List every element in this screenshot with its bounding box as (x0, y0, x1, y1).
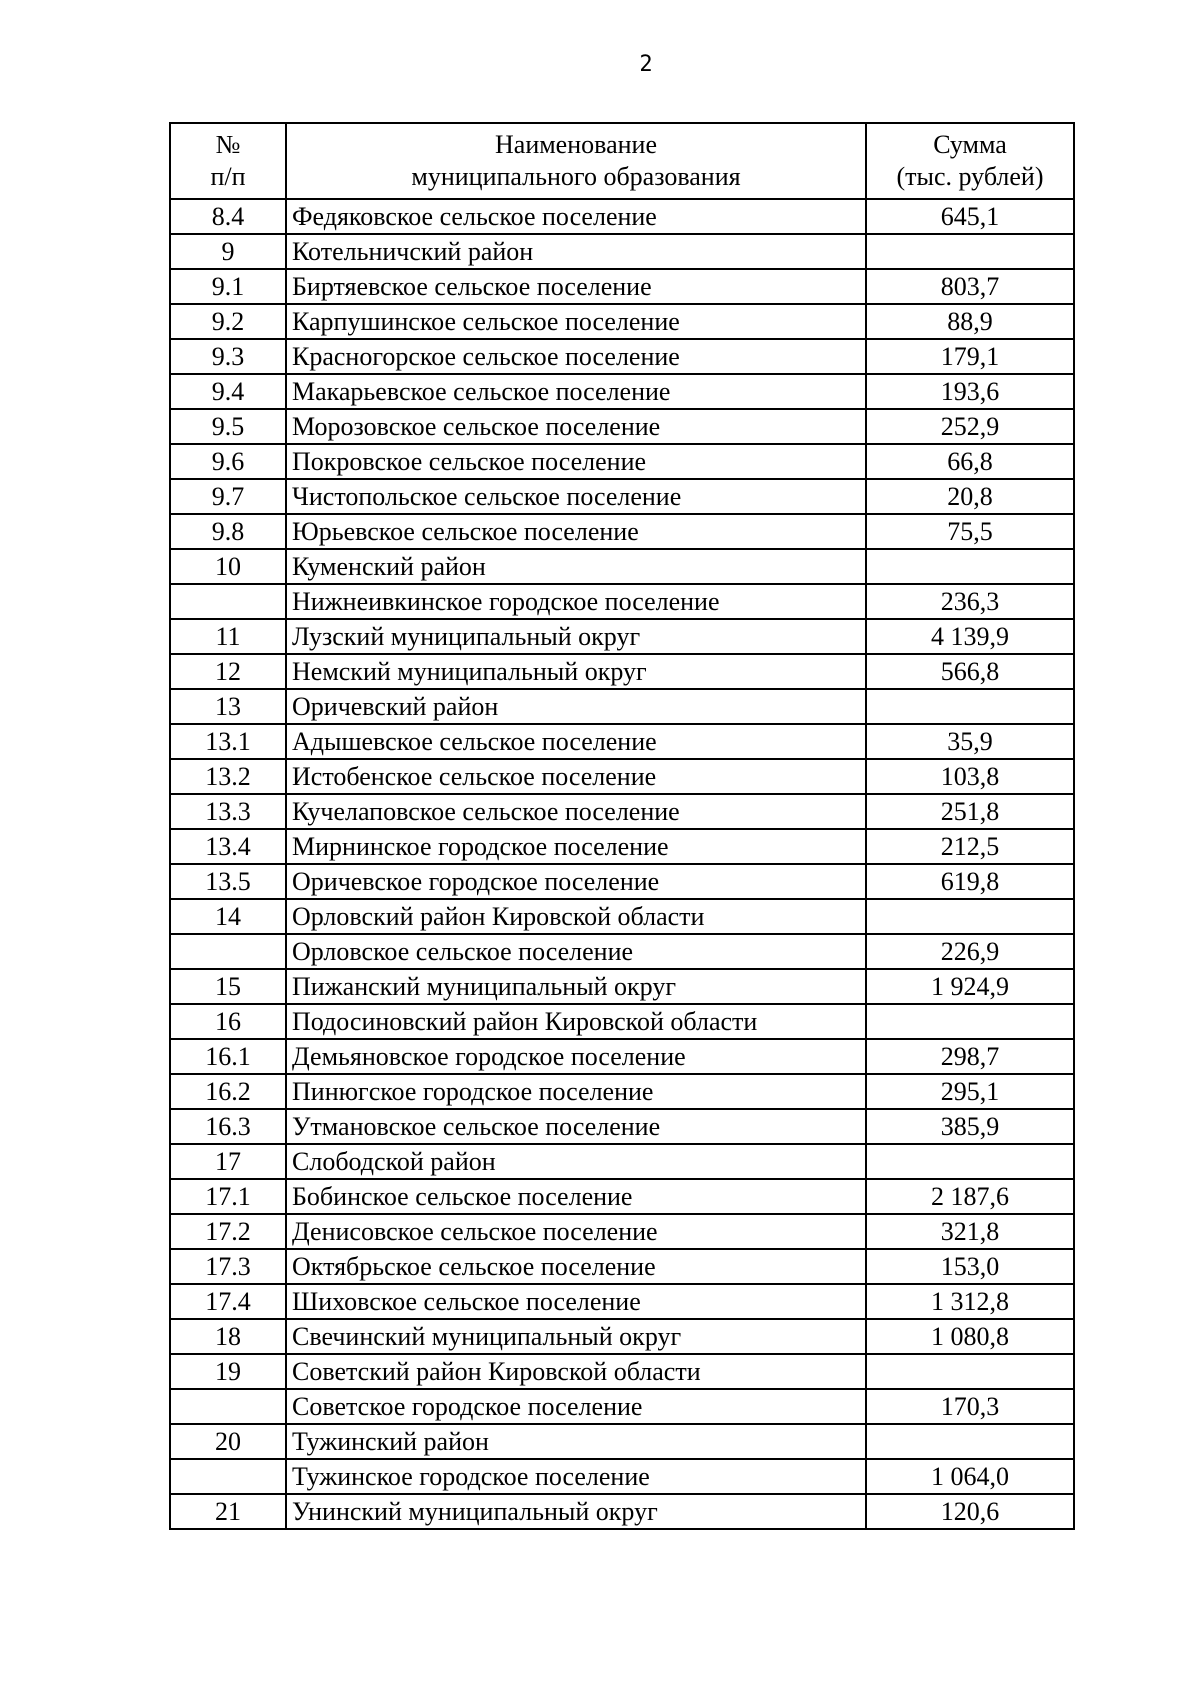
table-row (170, 339, 1074, 374)
row-sum-cell (866, 1354, 1074, 1389)
row-sum-cell (866, 1144, 1074, 1179)
row-number-cell: 16.3 (170, 1109, 286, 1144)
table-row (170, 1179, 1074, 1214)
row-name-cell: Бобинское сельское поселение (286, 1179, 866, 1214)
table-row (170, 1354, 1074, 1389)
table-row (170, 1074, 1074, 1109)
row-sum-cell: 236,3 (866, 584, 1074, 619)
row-sum-cell: 153,0 (866, 1249, 1074, 1284)
row-sum-cell: 645,1 (866, 199, 1074, 234)
table-row (170, 549, 1074, 584)
table-row (170, 619, 1074, 654)
table-row (170, 1249, 1074, 1284)
row-sum-cell: 103,8 (866, 759, 1074, 794)
row-name-cell: Оричевское городское поселение (286, 864, 866, 899)
row-name-cell: Шиховское сельское поселение (286, 1284, 866, 1319)
row-name-cell: Красногорское сельское поселение (286, 339, 866, 374)
table-row (170, 794, 1074, 829)
header-name-cell (286, 123, 866, 199)
row-name-cell: Утмановское сельское поселение (286, 1109, 866, 1144)
row-sum-cell: 4 139,9 (866, 619, 1074, 654)
row-sum-cell: 298,7 (866, 1039, 1074, 1074)
header-num-line-1: № (215, 130, 241, 159)
row-number-cell: 21 (170, 1494, 286, 1529)
row-sum-cell: 295,1 (866, 1074, 1074, 1109)
row-name-cell: Покровское сельское поселение (286, 444, 866, 479)
row-name-cell: Тужинский район (286, 1424, 866, 1459)
table-row (170, 724, 1074, 759)
row-name-cell: Денисовское сельское поселение (286, 1214, 866, 1249)
row-name-cell: Макарьевское сельское поселение (286, 374, 866, 409)
row-sum-cell: 321,8 (866, 1214, 1074, 1249)
row-number-cell: 13.5 (170, 864, 286, 899)
row-sum-cell: 1 064,0 (866, 1459, 1074, 1494)
row-number-cell: 9.1 (170, 269, 286, 304)
row-number-cell: 19 (170, 1354, 286, 1389)
row-number-cell: 9.8 (170, 514, 286, 549)
table-row (170, 479, 1074, 514)
table-row (170, 969, 1074, 1004)
row-name-cell: Свечинский муниципальный округ (286, 1319, 866, 1354)
table-row (170, 1214, 1074, 1249)
row-sum-cell: 75,5 (866, 514, 1074, 549)
row-number-cell: 16 (170, 1004, 286, 1039)
table-row (170, 934, 1074, 969)
row-sum-cell: 252,9 (866, 409, 1074, 444)
row-sum-cell: 566,8 (866, 654, 1074, 689)
header-sum-cell (866, 123, 1074, 199)
row-name-cell: Октябрьское сельское поселение (286, 1249, 866, 1284)
table-row (170, 514, 1074, 549)
row-name-cell: Подосиновский район Кировской области (286, 1004, 866, 1039)
row-name-cell: Куменский район (286, 549, 866, 584)
page-number: 2 (639, 52, 653, 77)
row-number-cell: 8.4 (170, 199, 286, 234)
table-row (170, 374, 1074, 409)
table-row (170, 1459, 1074, 1494)
table-header-row (170, 123, 1074, 199)
row-name-cell: Унинский муниципальный округ (286, 1494, 866, 1529)
row-sum-cell: 179,1 (866, 339, 1074, 374)
header-sum-line-2: (тыс. рублей) (896, 162, 1044, 191)
row-name-cell: Адышевское сельское поселение (286, 724, 866, 759)
row-sum-cell: 251,8 (866, 794, 1074, 829)
row-number-cell: 17 (170, 1144, 286, 1179)
row-name-cell: Орловское сельское поселение (286, 934, 866, 969)
row-name-cell: Котельничский район (286, 234, 866, 269)
row-sum-cell: 120,6 (866, 1494, 1074, 1529)
row-number-cell: 17.3 (170, 1249, 286, 1284)
row-sum-cell: 193,6 (866, 374, 1074, 409)
row-number-cell: 10 (170, 549, 286, 584)
row-number-cell: 17.4 (170, 1284, 286, 1319)
row-sum-cell: 212,5 (866, 829, 1074, 864)
row-sum-cell: 1 080,8 (866, 1319, 1074, 1354)
row-sum-cell: 88,9 (866, 304, 1074, 339)
row-name-cell: Кучелаповское сельское поселение (286, 794, 866, 829)
row-name-cell: Пинюгское городское поселение (286, 1074, 866, 1109)
row-sum-cell (866, 1424, 1074, 1459)
row-name-cell: Слободской район (286, 1144, 866, 1179)
table-row (170, 1039, 1074, 1074)
row-number-cell: 13 (170, 689, 286, 724)
row-number-cell: 17.1 (170, 1179, 286, 1214)
table-row (170, 1284, 1074, 1319)
row-name-cell: Орловский район Кировской области (286, 899, 866, 934)
table-row (170, 759, 1074, 794)
row-name-cell: Федяковское сельское поселение (286, 199, 866, 234)
row-name-cell: Чистопольское сельское поселение (286, 479, 866, 514)
row-sum-cell (866, 549, 1074, 584)
row-number-cell: 16.1 (170, 1039, 286, 1074)
row-sum-cell: 1 312,8 (866, 1284, 1074, 1319)
row-number-cell: 13.1 (170, 724, 286, 759)
table-body (170, 123, 1074, 1529)
table-row (170, 654, 1074, 689)
row-number-cell: 18 (170, 1319, 286, 1354)
row-name-cell: Истобенское сельское поселение (286, 759, 866, 794)
row-number-cell: 17.2 (170, 1214, 286, 1249)
row-sum-cell: 170,3 (866, 1389, 1074, 1424)
row-name-cell: Юрьевское сельское поселение (286, 514, 866, 549)
row-number-cell (170, 1389, 286, 1424)
row-number-cell: 20 (170, 1424, 286, 1459)
table-row (170, 1004, 1074, 1039)
row-name-cell: Карпушинское сельское поселение (286, 304, 866, 339)
row-name-cell: Тужинское городское поселение (286, 1459, 866, 1494)
table-row (170, 584, 1074, 619)
row-name-cell: Пижанский муниципальный округ (286, 969, 866, 1004)
row-number-cell (170, 1459, 286, 1494)
row-number-cell: 16.2 (170, 1074, 286, 1109)
table-row (170, 864, 1074, 899)
row-sum-cell: 385,9 (866, 1109, 1074, 1144)
row-sum-cell: 35,9 (866, 724, 1074, 759)
header-name-line-1: Наименование (495, 130, 657, 159)
row-number-cell: 15 (170, 969, 286, 1004)
row-name-cell: Биртяевское сельское поселение (286, 269, 866, 304)
header-sum-line-1: Сумма (933, 130, 1007, 159)
row-name-cell: Нижнеивкинское городское поселение (286, 584, 866, 619)
row-number-cell: 11 (170, 619, 286, 654)
row-number-cell (170, 934, 286, 969)
table-row (170, 269, 1074, 304)
row-name-cell: Лузский муниципальный округ (286, 619, 866, 654)
row-number-cell: 14 (170, 899, 286, 934)
row-number-cell: 9.4 (170, 374, 286, 409)
row-sum-cell (866, 1004, 1074, 1039)
row-number-cell (170, 584, 286, 619)
header-num-line-2: п/п (210, 162, 246, 191)
row-number-cell: 9.5 (170, 409, 286, 444)
table-row (170, 689, 1074, 724)
row-number-cell: 12 (170, 654, 286, 689)
row-name-cell: Морозовское сельское поселение (286, 409, 866, 444)
table-row (170, 1109, 1074, 1144)
row-name-cell: Демьяновское городское поселение (286, 1039, 866, 1074)
table-row (170, 444, 1074, 479)
table-row (170, 234, 1074, 269)
row-number-cell: 13.4 (170, 829, 286, 864)
row-sum-cell: 66,8 (866, 444, 1074, 479)
row-sum-cell: 1 924,9 (866, 969, 1074, 1004)
row-number-cell: 9.6 (170, 444, 286, 479)
row-number-cell: 9.2 (170, 304, 286, 339)
table-row (170, 1389, 1074, 1424)
row-sum-cell (866, 689, 1074, 724)
table-row (170, 409, 1074, 444)
row-name-cell: Немский муниципальный округ (286, 654, 866, 689)
table-row (170, 1319, 1074, 1354)
row-name-cell: Мирнинское городское поселение (286, 829, 866, 864)
table-row (170, 829, 1074, 864)
row-sum-cell: 20,8 (866, 479, 1074, 514)
row-number-cell: 9.3 (170, 339, 286, 374)
table-row (170, 1494, 1074, 1529)
row-sum-cell (866, 899, 1074, 934)
row-number-cell: 9 (170, 234, 286, 269)
table-row (170, 899, 1074, 934)
row-number-cell: 9.7 (170, 479, 286, 514)
row-sum-cell: 619,8 (866, 864, 1074, 899)
table-row (170, 1424, 1074, 1459)
row-sum-cell (866, 234, 1074, 269)
table-row (170, 304, 1074, 339)
row-sum-cell: 2 187,6 (866, 1179, 1074, 1214)
header-num-cell (170, 123, 286, 199)
row-number-cell: 13.3 (170, 794, 286, 829)
municipal-sums-table (169, 122, 1075, 1530)
row-sum-cell: 803,7 (866, 269, 1074, 304)
row-name-cell: Оричевский район (286, 689, 866, 724)
table-row (170, 199, 1074, 234)
table-row (170, 1144, 1074, 1179)
row-name-cell: Советское городское поселение (286, 1389, 866, 1424)
header-name-line-2: муниципального образования (411, 162, 741, 191)
row-number-cell: 13.2 (170, 759, 286, 794)
row-sum-cell: 226,9 (866, 934, 1074, 969)
row-name-cell: Советский район Кировской области (286, 1354, 866, 1389)
